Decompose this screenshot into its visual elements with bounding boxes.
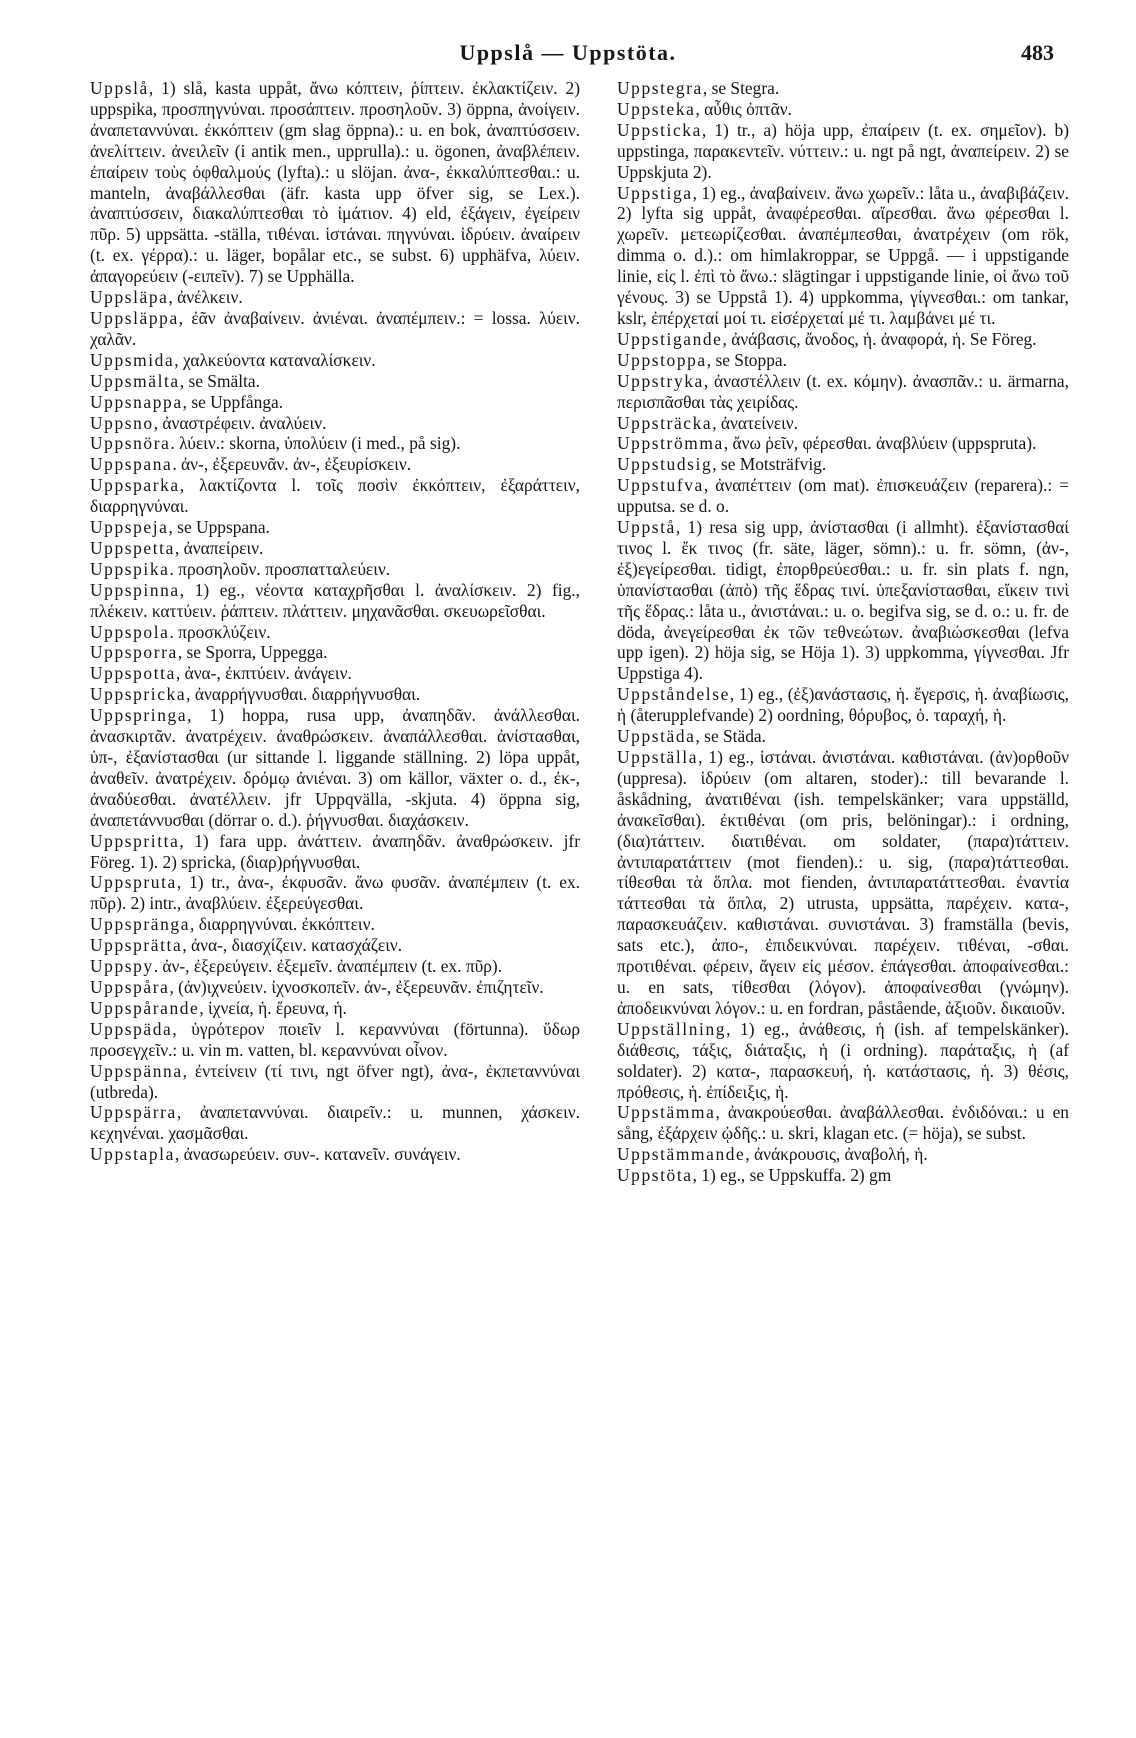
entry-headword: Uppsticka <box>617 119 702 140</box>
entry-definition: , λακτίζοντα l. τοῖς ποσὶν ἐκκόπτειν, ἐξαράττειν, διαρρηγνύναι. <box>90 475 580 517</box>
entry-definition: , se Sporra, Uppegga. <box>177 642 328 663</box>
entry-headword: Uppspotta <box>90 663 176 684</box>
entry-headword: Uppstryka <box>617 370 704 391</box>
entry-definition: . ἀν-, ἐξερεύγειν. ἐξεμεῖν. ἀναπέμπειν (t. ex. πῦρ). <box>153 956 503 977</box>
entry-headword: Uppstämma <box>617 1102 716 1123</box>
entry-definition: , ἀναστέλλειν (t. ex. κόμην). ἀνασπᾶν.: u. ärmarna, περισπᾶσθαι τὰς χειρίδας. <box>617 370 1069 412</box>
dictionary-entry <box>90 371 580 392</box>
entry-headword: Uppspetta <box>90 537 175 558</box>
dictionary-entry <box>90 78 580 287</box>
dictionary-entry <box>617 747 1069 1019</box>
dictionary-entry <box>617 684 1069 726</box>
entry-definition: , ἐᾶν ἀναβαίνειν. ἀνιέναι. ἀναπέμπειν.: = lossa. λύειν. χαλᾶν. <box>90 307 580 349</box>
entry-definition: , 1) eg., se Uppskuffa. 2) gm <box>692 1165 892 1186</box>
entry-definition: , ἐντείνειν (τί τινι, ngt öfver ngt), ἀνα-, ἐκπεταννύναι (utbreda). <box>90 1060 580 1102</box>
entry-definition: . λύειν.: skorna, ὑπολύειν (i med., på sig). <box>170 433 461 454</box>
page-number: 483 <box>1021 40 1054 65</box>
dictionary-entry <box>90 538 580 559</box>
entry-definition: , χαλκεύοντα καταναλίσκειν. <box>174 349 376 370</box>
dictionary-entry <box>90 872 580 914</box>
dictionary-entry <box>90 642 580 663</box>
entry-headword: Uppströmma <box>617 433 724 454</box>
entry-definition: , 1) hoppa, rusa upp, ἀναπηδᾶν. ἀνάλλεσθαι. ἀνασκιρτᾶν. ἀνατρέχειν. ἀναθρώσκειν. ἀναπάλλεσθαι. ἀνίστασθαι, ὑπ-, ἐξανίστασθαι (ur sittande l. liggande ställning. 2) löpa uppåt, ἀναθεῖν. ἀνατρέχειν. δρόμῳ ἀνιέναι. 3) om källor, växter o. d., ἐκ-, ἀναδύεσθαι. ἀνατέλλειν. jfr Uppqvälla, -skjuta. 4) öppna sig, ἀναπετάννυσθαι (dörrar o. d.). ῥήγνυσθαι. διαχάσκειν. <box>90 705 580 830</box>
entry-headword: Uppspana <box>90 454 173 475</box>
entry-definition: , ἰχνεία, ἡ. ἔρευνα, ἡ. <box>199 997 347 1018</box>
dictionary-entry <box>90 413 580 434</box>
dictionary-entry <box>617 1019 1069 1103</box>
entry-headword: Uppstoppa <box>617 349 707 370</box>
dictionary-entry <box>90 831 580 873</box>
entry-headword: Uppspårande <box>90 997 200 1018</box>
entry-headword: Uppståndelse <box>617 684 730 705</box>
entry-definition: , ἀνα-, διασχίζειν. κατασχάζειν. <box>182 935 403 956</box>
entry-definition: , 1) tr., a) höja upp, ἐπαίρειν (t. ex. σημεῖον). b) uppstinga, παρακεντεῖν. νύττειν.: u. ngt på ngt, ἀναπείρειν. 2) se Uppskjuta 2). <box>617 119 1069 182</box>
entry-headword: Uppsläppa <box>90 307 179 328</box>
entry-definition: , 1) tr., ἀνα-, ἐκφυσᾶν. ἄνω φυσᾶν. ἀναπέμπειν (t. ex. πῦρ). 2) intr., ἀναβλύειν. ἐξερεύγεσθαι. <box>90 872 580 914</box>
entry-definition: , 1) slå, kasta uppåt, ἄνω κόπτειν, ῥίπτειν. ἐκλακτίζειν. 2) uppspika, προσπηγνύναι. προσάπτειν. προσηλοῦν. 3) öppna, ἀνοίγειν. ἀναπεταννύναι. ἐκκόπτειν (gm slag öppna).: u. en bok, ἀναπτύσσειν. ἀνελίττειν. ἀνειλεῖν (i antik men., upprulla).: u. ögonen, ἀναβλέπειν. ἐπαίρειν τοὺς ὀφθαλμούς (lyfta).: u slöjan. ἀνα-, ἐκκαλύπτεσθαι.: u. manteln, ἀναβάλλεσθαι (äfr. kasta upp öfver sig, se Lex.). ἀναπτύσσειν, διακαλύπτεσθαι τὸ ἱμάτιον. 4) eld, ἐξάγειν, ἐγείρειν πῦρ. 5) uppsätta. -ställa, τιθέναι. ἱστάναι. πηγνύναι. ἱδρύειν. ἀναίρειν (t. ex. γέρρα).: u. läger, bopålar etc., se subst. 6) upphäfva, λύειν. ἀπαγορεύειν (-ειπεῖν). 7) se Upphälla. <box>90 78 580 287</box>
right-column <box>617 78 1069 1186</box>
dictionary-entry <box>90 350 580 371</box>
dictionary-entry <box>90 998 580 1019</box>
dictionary-entry <box>90 914 580 935</box>
dictionary-entry <box>90 956 580 977</box>
entry-headword: Uppsprätta <box>90 935 183 956</box>
dictionary-entry <box>90 1102 580 1144</box>
dictionary-entry <box>90 433 580 454</box>
entry-definition: , 1) eg., ἀνάθεσις, ἡ (ish. af tempelskänker). διάθεσις, τάξις, διάταξις, ἡ (i ordning). παράταξις, ἡ (af soldater). 2) κατα-, παρασκευή, ἡ. κατάστασις, ἡ. 3) θέσις, πρόθεσις, ἡ. ἐπίδειξις, ἡ. <box>617 1018 1069 1102</box>
dictionary-entry <box>90 559 580 580</box>
entry-definition: , ἀνα-, ἐκπτύειν. ἀνάγειν. <box>175 663 352 684</box>
entry-headword: Uppspinna <box>90 579 180 600</box>
entry-headword: Uppställa <box>617 747 699 767</box>
entry-headword: Uppstämmande <box>617 1144 746 1165</box>
entry-definition: . προσκλύζειν. <box>169 621 271 642</box>
entry-headword: Uppsnöra <box>90 433 171 454</box>
dictionary-entry <box>90 705 580 830</box>
entry-definition: , ἀνακρούεσθαι. ἀναβάλλεσθαι. ἐνδιδόναι.: u en sång, ἐξάρχειν ᾠδῆς.: u. skri, klagan etc. (= höja), se subst. <box>617 1102 1069 1144</box>
entry-headword: Uppspeja <box>90 517 169 538</box>
entry-definition: , ὑγρότερον ποιεῖν l. κεραννύναι (förtunna). ὕδωρ προσεγχεῖν.: u. vin m. vatten, bl. κεραννύναι οἶνον. <box>90 1018 580 1060</box>
dictionary-entry <box>617 371 1069 413</box>
dictionary-entry <box>617 1102 1069 1144</box>
entry-definition: , se Stegra. <box>702 78 780 98</box>
entry-headword: Uppstufva <box>617 475 704 496</box>
entry-headword: Uppsträcka <box>617 412 713 433</box>
entry-definition: , se Uppspana. <box>168 517 270 538</box>
entry-headword: Uppspy <box>90 956 154 977</box>
dictionary-entry <box>617 1165 1069 1186</box>
dictionary-entry <box>617 475 1069 517</box>
entry-definition: , se Städa. <box>695 726 766 747</box>
entry-definition: , ἀνατείνειν. <box>712 412 799 433</box>
entry-headword: Uppspringa <box>90 705 188 726</box>
entry-definition: , se Stoppa. <box>706 349 787 370</box>
entry-headword: Uppstigande <box>617 328 723 349</box>
dictionary-entry <box>617 433 1069 454</box>
dictionary-entry <box>617 1144 1069 1165</box>
dictionary-entry <box>90 622 580 643</box>
entry-definition: , διαρρηγνύναι. ἐκκόπτειν. <box>190 914 375 935</box>
dictionary-entry <box>617 350 1069 371</box>
entry-definition: , se Smälta. <box>179 370 260 391</box>
dictionary-entry <box>90 580 580 622</box>
page-header <box>0 36 1136 72</box>
entry-headword: Uppställning <box>617 1018 727 1039</box>
entry-headword: Uppstiga <box>617 182 693 203</box>
dictionary-entry <box>90 684 580 705</box>
entry-headword: Uppsnappa <box>90 391 183 412</box>
entry-headword: Uppspärra <box>90 1102 177 1123</box>
entry-definition: , ἀναπείρειν. <box>174 537 264 558</box>
dictionary-entry <box>617 517 1069 684</box>
entry-headword: Uppsporra <box>90 642 178 663</box>
entry-headword: Uppspruta <box>90 872 177 893</box>
entry-definition: , 1) eg., (ἐξ)ανάστασις, ἡ. ἔγερσις, ἡ. ἀναβίωσις, ἡ (återupplefvande) 2) oordning, θόρυβος, ὁ. ταραχή, ἡ. <box>617 684 1069 726</box>
entry-headword: Uppspäda <box>90 1018 173 1039</box>
dictionary-entry <box>90 1061 580 1103</box>
entry-definition: , ἀνέλκειν. <box>168 287 243 308</box>
entry-headword: Uppspänna <box>90 1060 183 1081</box>
entry-definition: , (ἀν)ιχνεύειν. ἰχνοσκοπεῖν. ἀν-, ἐξερευνᾶν. ἐπιζητεῖν. <box>169 976 544 997</box>
entry-definition: , αὖθις ὀπτᾶν. <box>695 98 792 119</box>
dictionary-entry <box>90 663 580 684</box>
dictionary-entry <box>90 1019 580 1061</box>
entry-definition: , se Uppfånga. <box>182 391 284 412</box>
dictionary-entry <box>617 726 1069 747</box>
entry-headword: Uppsläpa <box>90 287 169 308</box>
entry-headword: Uppspåra <box>90 976 170 997</box>
dictionary-entry <box>90 287 580 308</box>
entry-definition: , ἀνασωρεύειν. συν-. κατανεῖν. συνάγειν. <box>174 1144 461 1165</box>
entry-definition: , ἀνάβασις, ἄνοδος, ἡ. ἀναφορά, ἡ. Se Föreg. <box>722 328 1037 349</box>
dictionary-entry <box>617 183 1069 329</box>
entry-definition: , ἀναπέττειν (om mat). ἐπισκευάζειν (reparera).: = upputsa. se d. o. <box>617 475 1069 517</box>
dictionary-entry <box>617 99 1069 120</box>
dictionary-entry <box>617 329 1069 350</box>
entry-headword: Uppslå <box>90 78 149 98</box>
entry-definition: . προσηλοῦν. προσπατταλεύειν. <box>169 558 391 579</box>
entry-headword: Uppstapla <box>90 1144 175 1165</box>
dictionary-entry <box>617 413 1069 434</box>
dictionary-entry <box>90 454 580 475</box>
entry-headword: Uppsno <box>90 412 154 433</box>
dictionary-entry <box>617 78 1069 99</box>
entry-definition: , ἀναπεταννύναι. διαιρεῖν.: u. munnen, χάσκειν. κεχηνέναι. χασμᾶσθαι. <box>90 1102 580 1144</box>
dictionary-entry <box>90 1144 580 1165</box>
entry-definition: , ἀναστρέφειν. ἀναλύειν. <box>153 412 327 433</box>
entry-headword: Uppspritta <box>90 830 180 851</box>
entry-headword: Uppstöta <box>617 1165 693 1186</box>
entry-headword: Uppsmälta <box>90 370 180 391</box>
dictionary-entry <box>90 977 580 998</box>
entry-headword: Uppspola <box>90 621 170 642</box>
dictionary-entry <box>90 517 580 538</box>
entry-headword: Uppspika <box>90 558 170 579</box>
entry-headword: Uppspränga <box>90 914 191 935</box>
entry-definition: , 1) fara upp. ἀνάττειν. ἀναπηδᾶν. ἀναθρώσκειν. jfr Föreg. 1). 2) spricka, (διαρ)ρήγνυσθαι. <box>90 830 580 872</box>
entry-definition: , ἀναρρήγνυσθαι. διαρρήγνυσθαι. <box>186 684 421 705</box>
entry-definition: , 1) eg., ἱστάναι. ἀνιστάναι. καθιστάναι. (ἀν)ορθοῦν (uppresa). ἱδρύειν (om altaren, stoder).: till bevarande l. åskådning, ἀνατιθέναι (ish. tempelskänker; vara uppställd, ἀνακεῖσθαι). ἐκτιθέναι (om pris, belöningar).: i ordning, (δια)τάττειν. διατιθέναι. om soldater, (παρα)τάττειν. ἀντιπαρατάττειν (mot fienden).: u. sig, (παρα)τάττεσθαι. τίθεσθαι τὰ ὅπλα. mot fienden, ἀντιπαρατάττεσθαι. ἐναντία τάττεσθαι τὰ ὅπλα, 2) utrusta, uppsätta, παρέχειν. κατα-, παρασκευάζειν. καθιστάναι. συνιστάναι. 3) framställa (bevis, sats etc.), ἀπο-, ἐπιδεικνύναι. παρέχειν. τιθέναι, -σθαι. προτιθέναι. φέρειν, ἄγειν εἰς μέσον. ἐπάγεσθαι. ἀποφαίνεσθαι.: u. en sats, τίθεσθαι (λόγον). ἀποφαίνεσθαι (γνώμην). ἀποδεικνύναι λόγον.: u. en fordran, påstående, ἀξιοῦν. δικαιοῦν. <box>617 747 1069 1018</box>
entry-definition: , se Motsträfvig. <box>712 454 827 475</box>
entry-headword: Uppstäda <box>617 726 696 747</box>
entry-headword: Uppstå <box>617 517 676 538</box>
dictionary-entry <box>90 935 580 956</box>
dictionary-entry <box>90 475 580 517</box>
dictionary-entry <box>617 120 1069 183</box>
entry-definition: . ἀν-, ἐξερευνᾶν. ἀν-, ἐξευρίσκειν. <box>172 454 412 475</box>
dictionary-entry <box>90 392 580 413</box>
entry-headword: Uppstegra <box>617 78 703 98</box>
entry-headword: Uppsmida <box>90 349 175 370</box>
entry-definition: , ἀνάκρουσις, ἀναβολή, ἡ. <box>745 1144 928 1165</box>
entry-headword: Uppstudsig <box>617 454 713 475</box>
entry-headword: Uppsteka <box>617 98 696 119</box>
running-title: Uppslå — Uppstöta. <box>459 40 677 65</box>
entry-definition: , 1) eg., ἀναβαίνειν. ἄνω χωρεῖν.: låta u., ἀναβιβάζειν. 2) lyfta sig uppåt, ἀναφέρεσθαι. αἴρεσθαι. ἄνω φέρεσθαι l. χωρεῖν. μετεωρίζεσθαι. ἀναπέμπεσθαι, ἀνατρέχειν (om rök, dimma o. d.).: om himlakroppar, se Uppgå. — i uppstigande linie, εἰς l. ἐπὶ τὸ ἄνω.: slägtingar i uppstigande linie, οἱ ἄνω τοῦ γένους. 3) se Uppstå 1). 4) uppkomma, γίγνεσθαι.: om tankar, kslr, ἐπέρχεταί μοί τι. εἰσέρχεταί μέ τι. λαμβάνει μέ τι. <box>617 182 1069 328</box>
dictionary-entry <box>617 454 1069 475</box>
entry-headword: Uppspricka <box>90 684 187 705</box>
entry-definition: , 1) resa sig upp, ἀνίστασθαι (i allmht). ἐξανίστασθαί τινος l. ἔκ τινος (fr. säte, läger, sömn).: u. fr. sömn, (ἀν-, ἐξ)εγείρεσθαι. tidigt, ἐπορθρεύεσθαι.: u. fr. sin plats f. ngn, ὑπανίστασθαι (ἀπὸ) τῆς ἕδρας τινί. ὑπεξανίστασθαι, εἴκειν τινὶ τῆς ἕδρας.: låta u., ἀνιστάναι.: u. o. begifva sig, se d. o.: u. fr. de döda, ἀνεγείρεσθαι ἐκ τῶν τεθνεώτων. ἀναβιώσκεσθαι (lefva upp igen). 2) höja sig, se Höja 1). 3) uppkomma, γίγνεσθαι. Jfr Uppstiga 4). <box>617 517 1069 684</box>
entry-definition: , 1) eg., νέοντα καταχρῆσθαι l. ἀναλίσκειν. 2) fig., πλέκειν. καττύειν. ῥάπτειν. πλάττειν. μηχανᾶσθαι. σκευωρεῖσθαι. <box>90 579 580 621</box>
left-column <box>90 78 580 1165</box>
entry-definition: , ἄνω ῥεῖν, φέρεσθαι. ἀναβλύειν (uppspruta). <box>723 433 1037 454</box>
dictionary-entry <box>90 308 580 350</box>
entry-headword: Uppsparka <box>90 475 180 496</box>
